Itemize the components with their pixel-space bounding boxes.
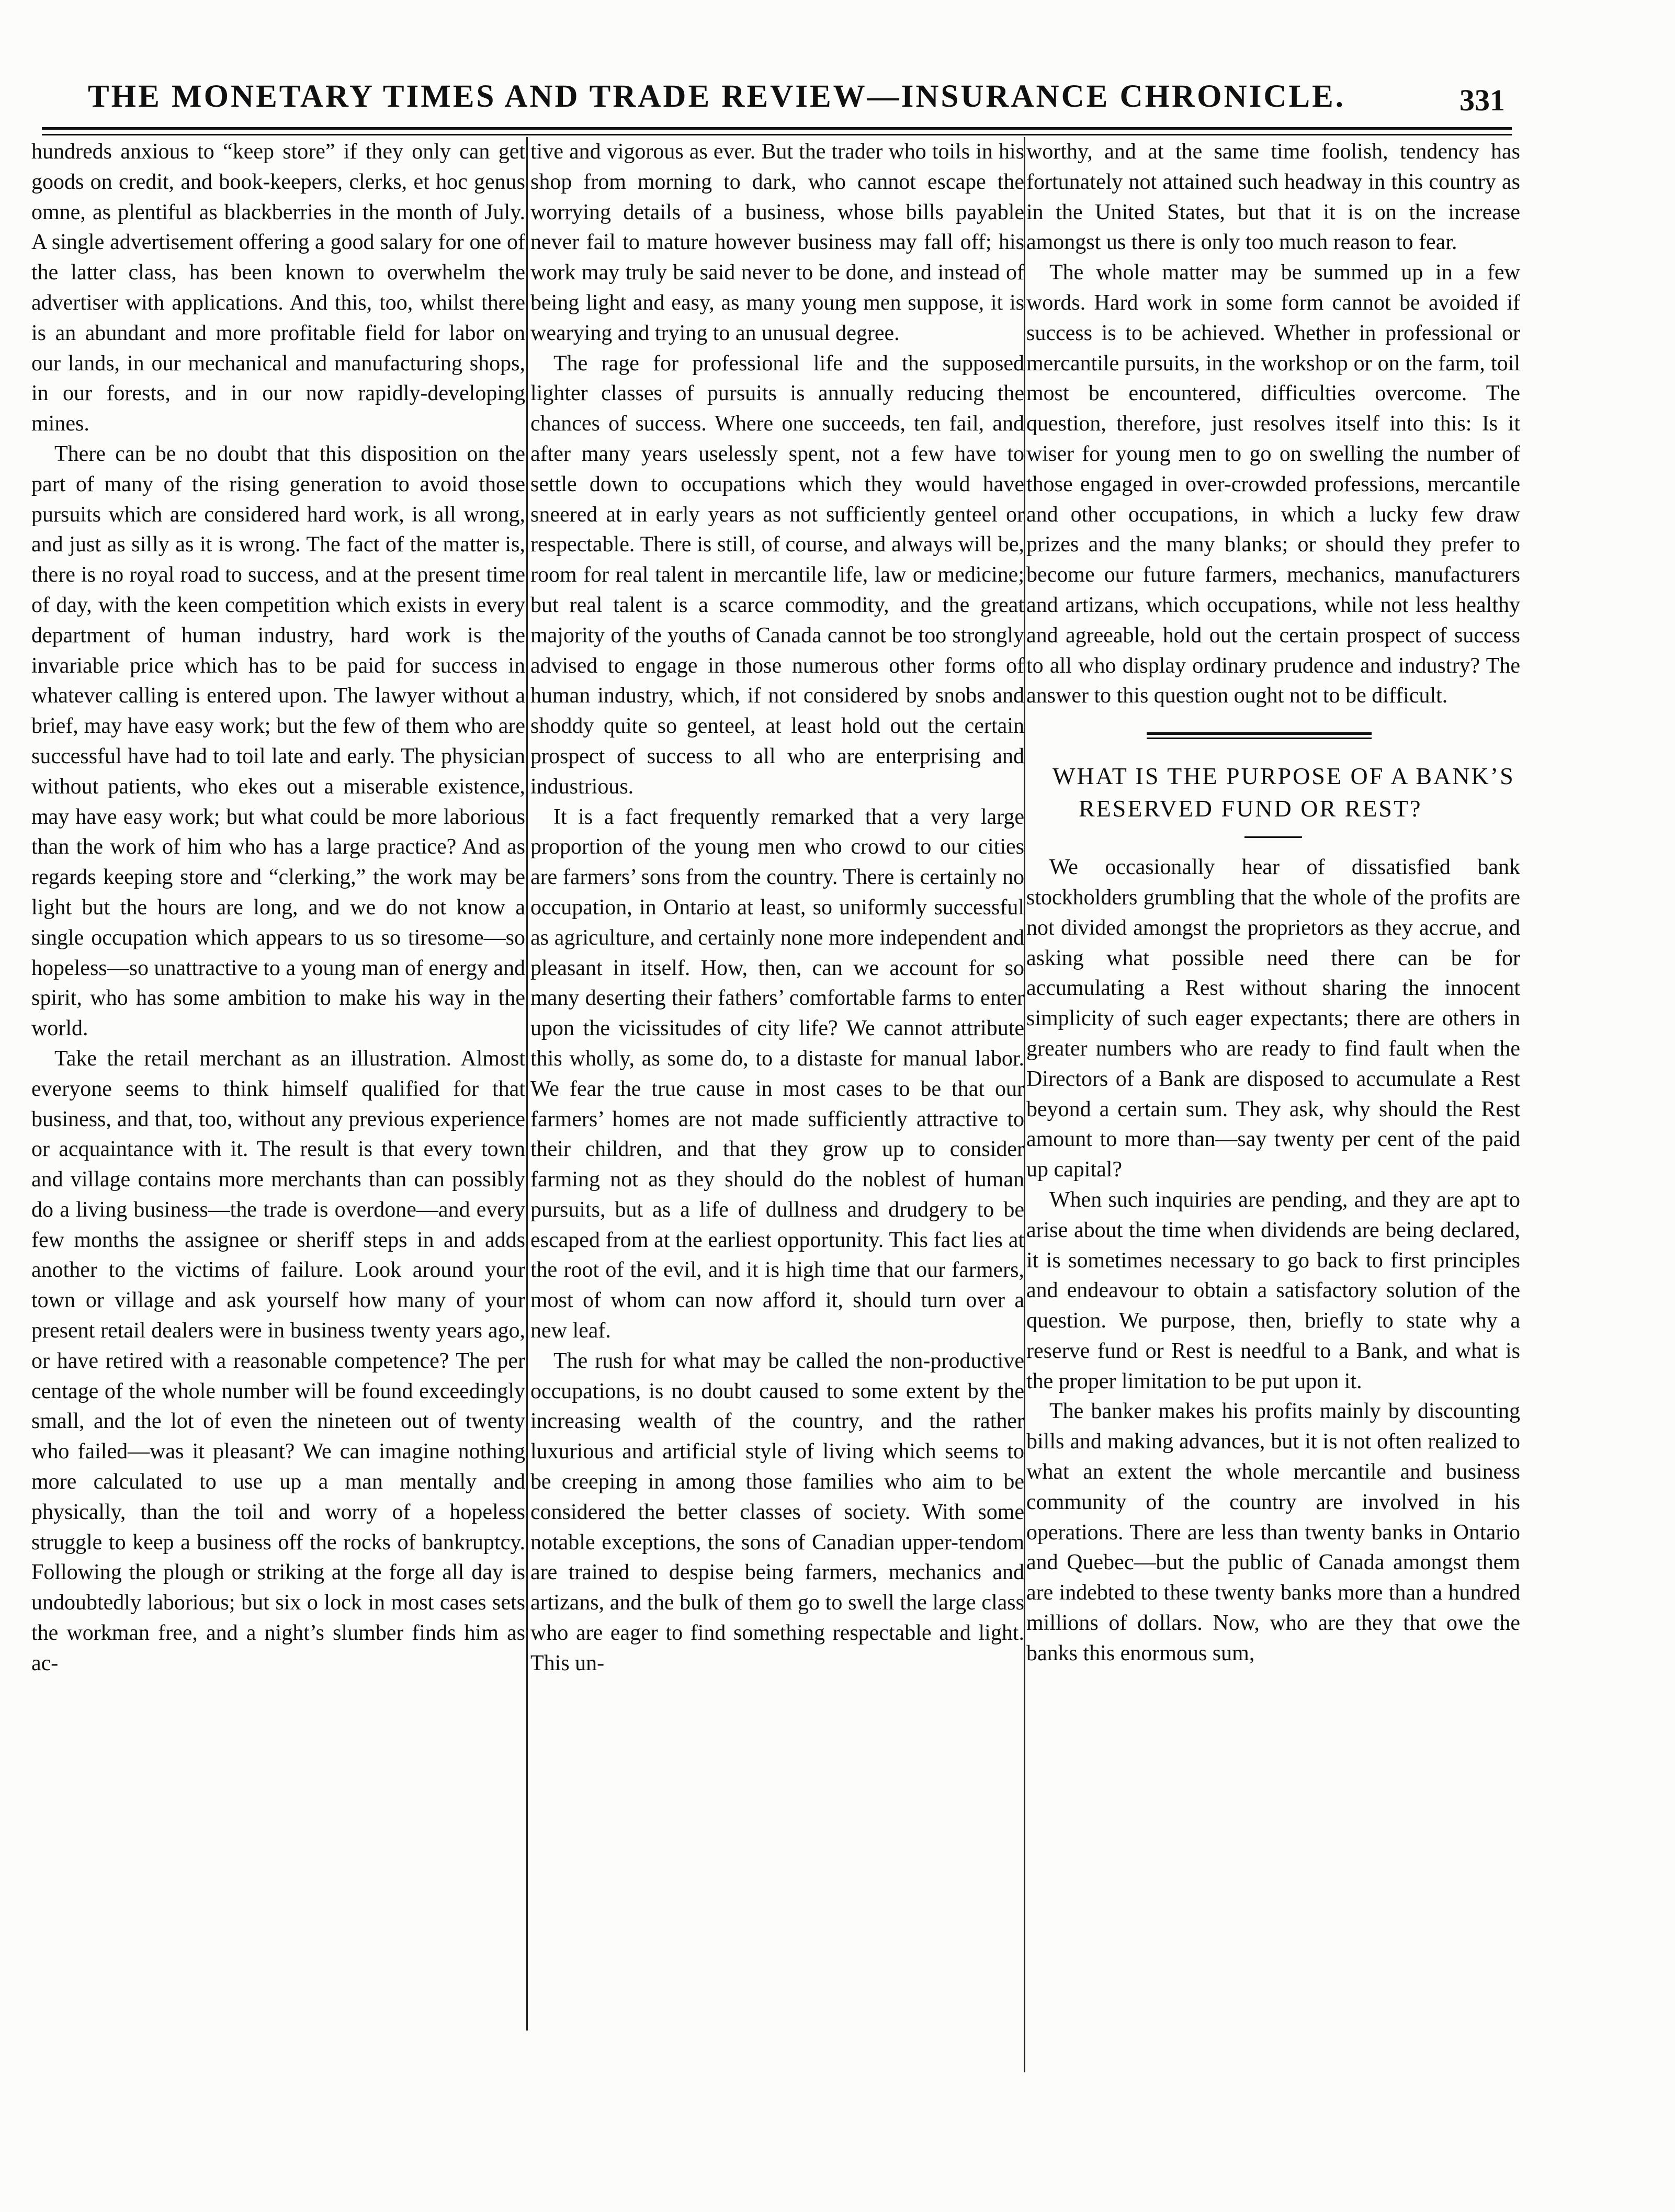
column-2 [530, 137, 1024, 1679]
paragraph: tive and vigorous as ever. But the trader who toils in his shop from morning to dark, who cannot escape the worrying details of a business, whose bills payable never fail to mature however business may fall off; his work may truly be said never to be done, and instead of being light and easy, as many young men suppose, it is wearying and trying to an unusual degree. [530, 140, 1024, 345]
column-1 [31, 137, 525, 1679]
paragraph: Take the retail merchant as an illustration. Almost everyone seems to think himself qualified for that business, and that, too, without any previous experience or acquaintance with it. The result is that every town and village contains more merchants than can possibly do a living business—the trade is overdone—and every few months the assignee or sheriff steps in and adds another to the victims of failure. Look around your town or village and ask yourself how many of your present retail dealers were in business twenty years ago, or have retired with a reasonable competence? The per centage of the whole number will be found exceedingly small, and the lot of even the nineteen out of twenty who failed—was it pleasant? We can imagine nothing more calculated to use up a man mentally and physically, than the toil and worry of a hopeless struggle to keep a business off the rocks of bankruptcy. Following the plough or striking at the forge all day is undoubtedly laborious; but six o lock in most cases sets the workman free, and a night’s slumber finds him as ac- [31, 1046, 525, 1675]
paragraph: When such inquiries are pending, and they are apt to arise about the time when dividends are being declared, it is sometimes necessary to go back to first principles and endeavour to obtain a satisfactory solution of the question. We purpose, then, briefly to state why a reserve fund or Rest is needful to a Bank, and what is the proper limitation to be put upon it. [1026, 1187, 1520, 1393]
paragraph: We occasionally hear of dissatisfied bank stockholders grumbling that the whole of the profits are not divided amongst the proprietors as they accrue, and asking what possible need there can be for accumulating a Rest without sharing the innocent simplicity of such eager expectants; there are others in greater numbers who are ready to find fault when the Directors of a Bank are disposed to accumulate a Rest beyond a certain sum. They ask, why should the Rest amount to more than—say twenty per cent of the paid up capital? [1026, 855, 1520, 1182]
paragraph: The whole matter may be summed up in a few words. Hard work in some form cannot be avoided if success is to be achieved. Whether in professional or mercantile pursuits, in the workshop or on the farm, toil most be encountered, difficulties overcome. The question, therefore, just resolves itself into this: Is it wiser for young men to go on swelling the number of those engaged in over-crowded professions, mercantile and other occupations, in which a lucky few draw prizes and the many blanks; or should they prefer to become our future farmers, mechanics, manufacturers and artizans, which occupations, while not less healthy and agreeable, hold out the certain prospect of success to all who display ordinary prudence and industry? The answer to this question ought not to be difficult. [1026, 260, 1520, 708]
paragraph: The rage for professional life and the supposed lighter classes of pursuits is annually reducing the chances of success. Where one succeeds, ten fail, and after many years uselessly spent, not a few have to settle down to occupations which they would have sneered at in early years as not sufficiently genteel or respectable. There is still, of course, and always will be, room for real talent in mercantile life, law or medicine; but real talent is a scarce commodity, and the great majority of the youths of Canada cannot be too strongly advised to engage in those numerous other forms of human industry, which, if not considered by snobs and shoddy quite so genteel, at least hold out the certain prospect of success to all who are enterprising and industrious. [530, 351, 1024, 799]
paragraph: worthy, and at the same time foolish, tendency has fortunately not attained such headway in this country as in the United States, but that it is on the increase amongst us there is only too much reason to fear. [1026, 140, 1520, 255]
paragraph: It is a fact frequently remarked that a very large proportion of the young men who crowd to our cities are farmers’ sons from the country. There is certainly no occupation, in Ontario at least, so uniformly successful as agriculture, and certainly none more independent and pleasant in itself. How, then, can we account for so many deserting their fathers’ comfortable farms to enter upon the vicissitudes of city life? We cannot attribute this wholly, as some do, to a distaste for manual labor. We fear the true cause in most cases to be that our farmers’ homes are not made sufficiently attractive to their children, and that they grow up to consider farming not as they should do the noblest of human pursuits, but as a life of dullness and drudgery to be escaped from at the earliest opportunity. This fact lies at the root of the evil, and it is high time that our farmers, most of whom can now afford it, should turn over a new leaf. [530, 804, 1024, 1343]
paragraph: The banker makes his profits mainly by discounting bills and making advances, but it is not often realized to what an extent the whole mercantile and business community of the country are involved in his operations. There are less than twenty banks in Ontario and Quebec—but the public of Canada amongst them are indebted to these twenty banks more than a hundred millions of dollars. Now, who are they that owe the banks this enormous sum, [1026, 1399, 1520, 1665]
page-number: 331 [1459, 83, 1505, 117]
paragraph: hundreds anxious to “keep store” if they only can get goods on credit, and book-keepers, clerks, et hoc genus omne, as plentiful as blackberries in the month of July. A single advertisement offering a good salary for one of the latter class, has been known to overwhelm the advertiser with applications. And this, too, whilst there is an abundant and more profitable field for labor on our lands, in our mechanical and manufacturing shops, in our forests, and in our now rapidly-developing mines. [31, 140, 525, 436]
running-title: THE MONETARY TIMES AND TRADE REVIEW—INSURANCE CHRONICLE. [87, 79, 1346, 114]
column-3 [1026, 137, 1520, 1669]
column-divider-1 [526, 137, 528, 2030]
paragraph: There can be no doubt that this disposition on the part of many of the rising generation to avoid those pursuits which are considered hard work, is all wrong, and just as silly as it is wrong. The fact of the matter is, there is no royal road to success, and at the present time of day, with the keen competition which exists in every department of human industry, hard work is the invariable price which has to be paid for success in whatever calling is entered upon. The lawyer without a brief, may have easy work; but the few of them who are successful have had to toil late and early. The physician without patients, who ekes out a miserable existence, may have easy work; but what could be more laborious than the work of him who has a large practice? And as regards keeping store and “clerking,” the work may be light but the hours are long, and we do not know a single occupation which appears to us so tiresome—so hopeless—so unattractive to a young man of energy and spirit, who has some ambition to make his way in the world. [31, 441, 525, 1041]
section-separator [1147, 732, 1372, 739]
paragraph: The rush for what may be called the non-productive occupations, is no doubt caused to some extent by the increasing wealth of the country, and the rather luxurious and artificial style of living which seems to be creeping in among those families who aim to be considered the better classes of society. With some notable exceptions, the sons of Canadian upper-tendom are trained to despise being farmers, mechanics and artizans, and the bulk of them go to swell the large class who are eager to find something respectable and light. This un- [530, 1348, 1024, 1675]
header-rule-thin [42, 134, 1512, 135]
article-headline: WHAT IS THE PURPOSE OF A BANK’S RESERVED FUND OR REST? [1052, 763, 1515, 822]
headline-rule [1244, 836, 1302, 838]
header-rule-thick [42, 127, 1512, 130]
